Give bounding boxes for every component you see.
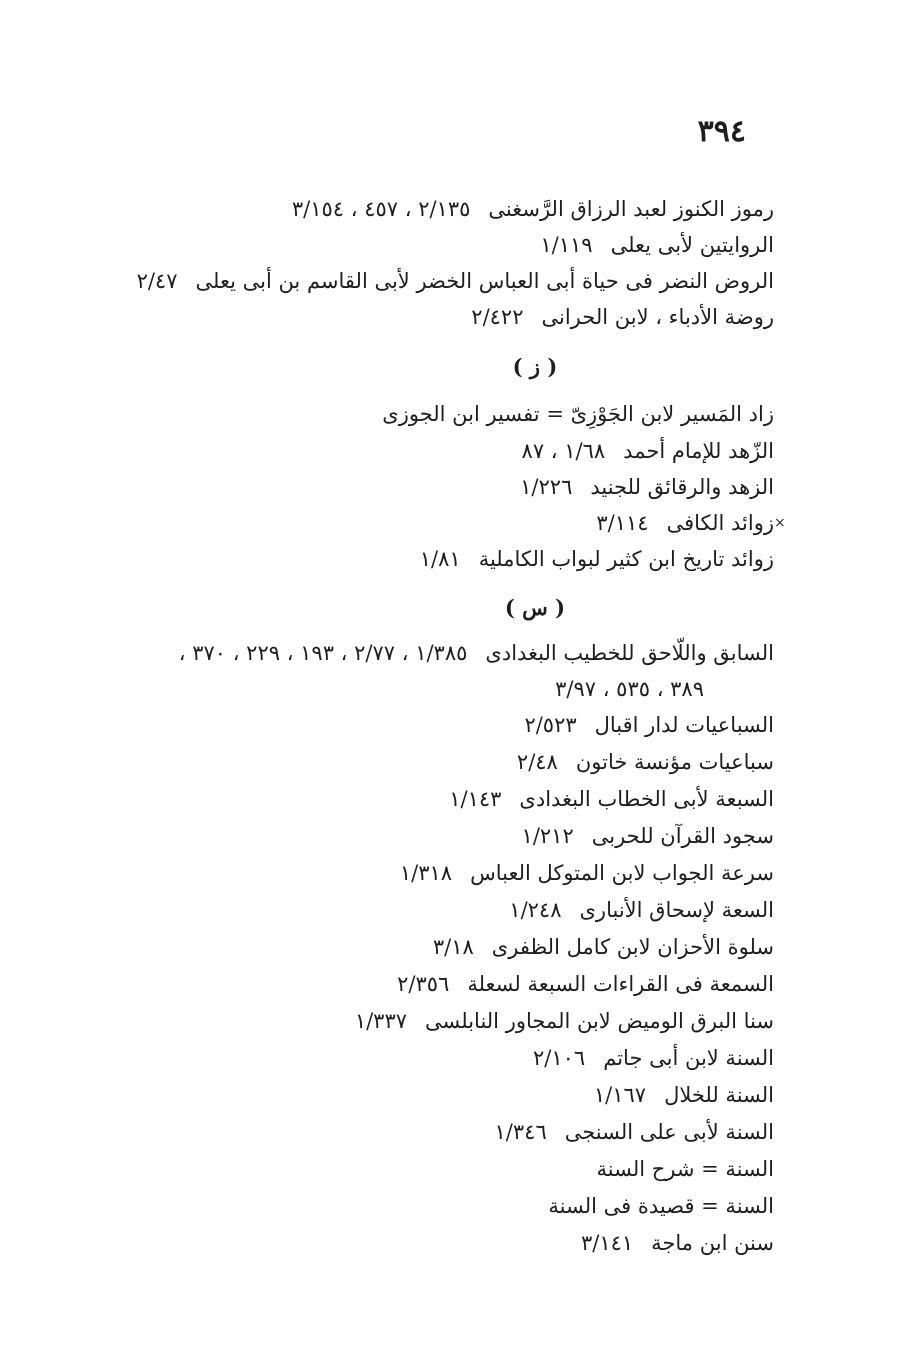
entry-reference: ٣/١١٤: [596, 511, 649, 535]
index-entry: [471, 299, 774, 335]
entry-reference: ٢/١٠٦: [533, 1046, 586, 1070]
entry-title: السعة لإسحاق الأنبارى: [579, 898, 774, 922]
entry-reference: ١/٢١٢: [521, 824, 574, 848]
index-entry: [509, 892, 774, 928]
section-heading-zay: ( ز ): [512, 354, 558, 379]
entry-title: سباعيات مؤنسة خاتون: [575, 750, 774, 774]
entry-reference: ٣/١٨: [432, 935, 474, 959]
entry-title: الزهد والرقائق للجنيد: [590, 475, 774, 499]
entry-reference: ١/٣١٨: [399, 861, 453, 885]
page-number: ٣٩٤: [697, 114, 746, 149]
entry-title: زوائد الكافى: [666, 511, 774, 535]
index-entry: [517, 744, 774, 780]
index-entry: [533, 1040, 774, 1076]
index-entry: [292, 191, 774, 227]
entry-reference: ١/٣٨٥ ، ٢/٧٧ ، ١٩٣ ، ٢٢٩ ، ٣٧٠ ،: [178, 641, 468, 665]
entry-title: الروايتين لأبى يعلى: [610, 233, 774, 257]
entry-reference: ١/٣٣٧: [354, 1009, 408, 1033]
index-entry: [596, 505, 774, 541]
entry-title: السبعة لأبى الخطاب البغدادى: [519, 787, 774, 811]
index-entry: [433, 929, 774, 965]
entry-title: زوائد تاريخ ابن كثير لبواب الكاملية: [478, 547, 774, 571]
index-entry: [530, 1188, 774, 1224]
entry-title: السابق واللّاحق للخطيب البغدادى: [485, 641, 774, 665]
index-entry: [137, 263, 774, 299]
section-heading-sin: ( س ): [504, 595, 566, 620]
index-entry: [579, 1151, 775, 1187]
index-entry: [420, 541, 774, 577]
entry-title: السنة لابن أبى جاتم: [603, 1046, 774, 1070]
entry-reference: ٢/٣٥٦: [397, 972, 450, 996]
entry-title: السنة لأبى على السنجى: [564, 1120, 774, 1144]
entry-title: سلوة الأحزان لابن كامل الظفرى: [491, 935, 774, 959]
entry-title: رموز الكنوز لعبد الرزاق الرَّسغنى: [488, 197, 774, 221]
entry-title: السباعيات لدار اقبال: [594, 713, 774, 737]
entry-title: السنة = قصيدة فى السنة: [548, 1194, 774, 1218]
index-entry: [540, 227, 774, 263]
entry-title: السنة = شرح السنة: [596, 1157, 774, 1181]
entry-title: السنة للخلال: [664, 1083, 774, 1107]
entry-title: سنن ابن ماجة: [651, 1231, 774, 1255]
entry-title: الروض النضر فى حياة أبى العباس الخضر لأبى القاسم بن أبى يعلى: [195, 269, 774, 293]
entry-reference: ١/٨١: [419, 547, 461, 571]
entry-title: السمعة فى القراءات السبعة لسعلة: [467, 972, 774, 996]
entry-reference: ٢/٤٧: [136, 269, 178, 293]
index-entry: [495, 1114, 774, 1150]
index-entry: [524, 707, 774, 743]
index-entry: [355, 1003, 774, 1039]
entry-reference: ٢/١٣٥ ، ٤٥٧ ، ٣/١٥٤: [291, 197, 471, 221]
index-entry: [364, 396, 774, 432]
entry-title: سجود القرآن للحربى: [591, 824, 774, 848]
entry-reference: ١/١٤٣: [449, 787, 502, 811]
entry-title: سنا البرق الوميض لابن المجاور النابلسى: [425, 1009, 774, 1033]
index-entry: [594, 1077, 774, 1113]
entry-reference: ٢/٤٢٢: [471, 305, 524, 329]
entry-title: زاد المَسير لابن الجَوْزِىّ = تفسير ابن الجوزى: [382, 402, 774, 426]
entry-reference: ٢/٤٨: [516, 750, 558, 774]
index-entry: [397, 966, 774, 1002]
index-entry: [522, 818, 774, 854]
entry-title: سرعة الجواب لابن المتوكل العباس: [470, 861, 774, 885]
entry-reference: ١/٣٤٦: [494, 1120, 547, 1144]
index-entry: [522, 433, 774, 469]
entry-continuation: ٣٨٩ ، ٥٣٥ ، ٣/٩٧: [555, 677, 704, 701]
entry-reference: ١/٢٢٦: [520, 475, 573, 499]
entry-reference: ١/١٦٧: [593, 1083, 647, 1107]
entry-reference: ٣/١٤١: [580, 1231, 634, 1255]
index-entry: [581, 1225, 774, 1261]
entry-reference: ١/١١٩: [540, 233, 593, 257]
entry-reference: ١/٢٤٨: [509, 898, 562, 922]
entry-title: روضة الأدباء ، لابن الحرانى: [541, 305, 774, 329]
index-entry: [449, 781, 774, 817]
entry-title: الزّهد للإمام أحمد: [623, 439, 774, 463]
index-entry: [520, 469, 774, 505]
margin-mark: ×: [774, 515, 786, 531]
index-entry: [179, 635, 774, 671]
index-entry: [400, 855, 774, 891]
entry-reference: ٢/٥٢٣: [524, 713, 577, 737]
entry-reference: ١/٦٨ ، ٨٧: [521, 439, 606, 463]
